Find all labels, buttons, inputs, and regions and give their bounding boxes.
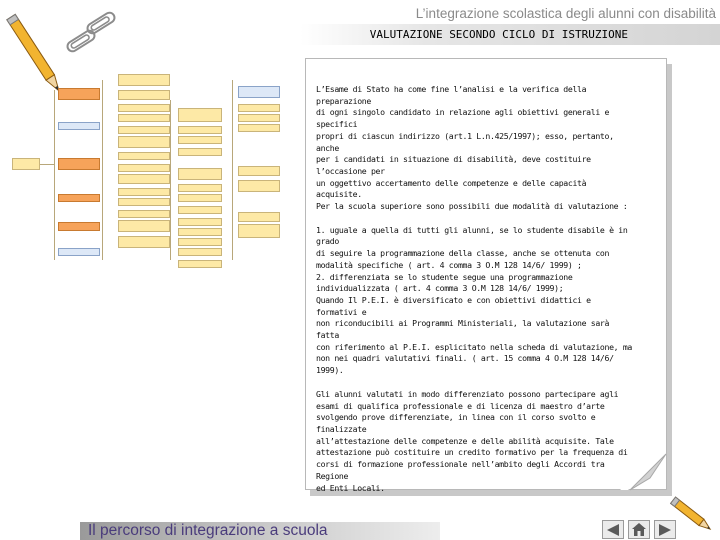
paragraph-esame: L’Esame di Stato ha come fine l’analisi e la verifica della preparazione di ogni singolo candidato in relazione agli obiettivi generali e specifici propri di ciascun indirizzo (art.1 L.n.425/1997); esso, pertanto, anche per i candidati in situazione di disabilità, deve costituire l’occasione per un oggettivo accertamento delle competenze e delle capacità acquisite. Per la scuola superiore sono possibili due modalità di valutazione :: [316, 84, 628, 212]
paperclip-icon: [64, 28, 98, 54]
paragraph-differenziato: Gli alunni valutati in modo differenziato possono partecipare agli esami di qualifica professionale e di licenza di maestro d’arte svolgendo prove differenziate, in linea con il corso svolto e finalizzate all’attestazione delle competenze e delle abilità acquisite. Tale attestazione può costituire un credito formativo per la frequenza di corsi di formazione professionale nell’ambito degli Accordi tra Regione ed Enti Locali.: [316, 388, 628, 493]
pencil-icon: [666, 492, 718, 538]
back-arrow-icon: [606, 524, 620, 536]
footer-label: Il percorso di integrazione a scuola: [88, 522, 328, 539]
home-icon: [632, 523, 646, 536]
page-subtitle: VALUTAZIONE SECONDO CICLO DI ISTRUZIONE: [369, 28, 628, 41]
content-text: [316, 84, 634, 506]
back-button[interactable]: [602, 520, 624, 539]
page-title: L’integrazione scolastica degli alunni con disabilità: [415, 6, 716, 21]
paragraph-modalita: 1. uguale a quella di tutti gli alunni, se lo studente disabile è in grado di seguire la programmazione della classe, anche se ottenuta con modalità specifiche ( art. 4 comma 3 O.M 128 14/6/ 1999) ; 2. differenziata se lo studente segue una programmazione individualizzata ( art. 4 comma 3 O.M 128 14/6/ 1999); Quando Il P.E.I. è diversificato e con obiettivi didattici e formativi e non riconducibili ai Programmi Ministeriali, la valutazione sarà fatta con riferimento al P.E.I. esplicitato nella scheda di valutazione, ma non nei quadri valutativi finali. ( art. 15 comma 4 O.M 128 14/6/ 1999).: [316, 224, 632, 376]
flowchart-diagram: [10, 70, 292, 282]
home-button[interactable]: [628, 520, 650, 539]
